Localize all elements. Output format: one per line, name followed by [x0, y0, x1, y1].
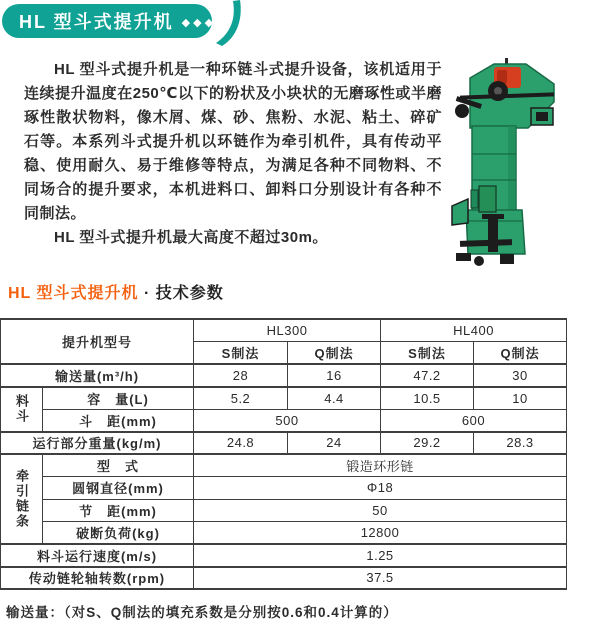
header-model-hl400: HL400 — [381, 319, 567, 342]
header-method-q2: Q制法 — [474, 342, 567, 365]
row-label-sprocket-rpm: 传动链轮轴转数(rpm) — [1, 567, 194, 590]
value-cell: 24.8 — [194, 432, 288, 455]
row-label-bucket-volume: 容 量(L) — [43, 387, 194, 410]
value-cell: 500 — [194, 409, 381, 432]
value-cell: 28 — [194, 364, 288, 387]
value-cell: 47.2 — [381, 364, 474, 387]
header-method-q1: Q制法 — [288, 342, 381, 365]
value-cell: 600 — [381, 409, 567, 432]
value-cell: 10.5 — [381, 387, 474, 410]
header-model-hl300: HL300 — [194, 319, 381, 342]
diamond-icons: ◆◆◆ — [181, 17, 217, 29]
value-cell: 50 — [194, 499, 567, 522]
row-label-chain-type: 型 式 — [43, 454, 194, 477]
header-model-label: 提升机型号 — [1, 319, 194, 364]
row-label-running-weight: 运行部分重量(kg/m) — [1, 432, 194, 455]
row-label-conveying-capacity: 输送量(m³/h) — [1, 364, 194, 387]
tech-params-table — [0, 318, 567, 590]
value-cell: 28.3 — [474, 432, 567, 455]
value-cell: 30 — [474, 364, 567, 387]
bucket-elevator-image — [448, 58, 598, 272]
row-label-bucket-pitch: 斗 距(mm) — [43, 409, 194, 432]
value-cell: 5.2 — [194, 387, 288, 410]
section-heading-model: HL 型斗式提升机 — [8, 285, 139, 302]
value-cell: 10 — [474, 387, 567, 410]
intro-paragraph-1: HL 型斗式提升机是一种环链斗式提升设备，该机适用于连续提升温度在250℃以下的粉状及小块状的无磨琢性或半磨琢性散状物料，像木屑、煤、砂、焦粉、水泥、粘土、碎矿石等。本系列斗式提升机以环链作为牵引机件，具有传动平稳、使用耐久、易于维修等特点，为满足各种不同物料、不同场合的提升要求，本机进料口、卸料口分别设计有各种不同制法。 — [24, 61, 442, 222]
value-cell: 16 — [288, 364, 381, 387]
row-label-breaking-load: 破断负荷(kg) — [43, 522, 194, 545]
value-cell: 12800 — [194, 522, 567, 545]
header-method-s1: S制法 — [194, 342, 288, 365]
group-label-hopper: 料斗 — [1, 387, 43, 432]
swoosh-icon — [212, 0, 244, 46]
value-cell: Φ18 — [194, 477, 567, 500]
page-title: HL 型斗式提升机 — [19, 12, 174, 32]
intro-paragraph-2: HL 型斗式提升机最大高度不超过30m。 — [54, 229, 328, 246]
value-cell: 24 — [288, 432, 381, 455]
intro-text — [24, 58, 442, 250]
row-label-bucket-speed: 料斗运行速度(m/s) — [1, 544, 194, 567]
header-banner — [2, 4, 217, 38]
group-label-chain: 牵引链条 — [1, 454, 43, 544]
value-cell: 4.4 — [288, 387, 381, 410]
value-cell: 29.2 — [381, 432, 474, 455]
value-cell: 37.5 — [194, 567, 567, 590]
section-heading-params: · 技术参数 — [138, 285, 224, 302]
section-heading — [8, 280, 224, 303]
footnote: 输送量：（对S、Q制法的填充系数是分别按0.6和0.4计算的） — [6, 605, 398, 620]
row-label-round-steel-dia: 圆钢直径(mm) — [43, 477, 194, 500]
value-cell: 锻造环形链 — [194, 454, 567, 477]
value-cell: 1.25 — [194, 544, 567, 567]
header-method-s2: S制法 — [381, 342, 474, 365]
row-label-chain-pitch: 节 距(mm) — [43, 499, 194, 522]
